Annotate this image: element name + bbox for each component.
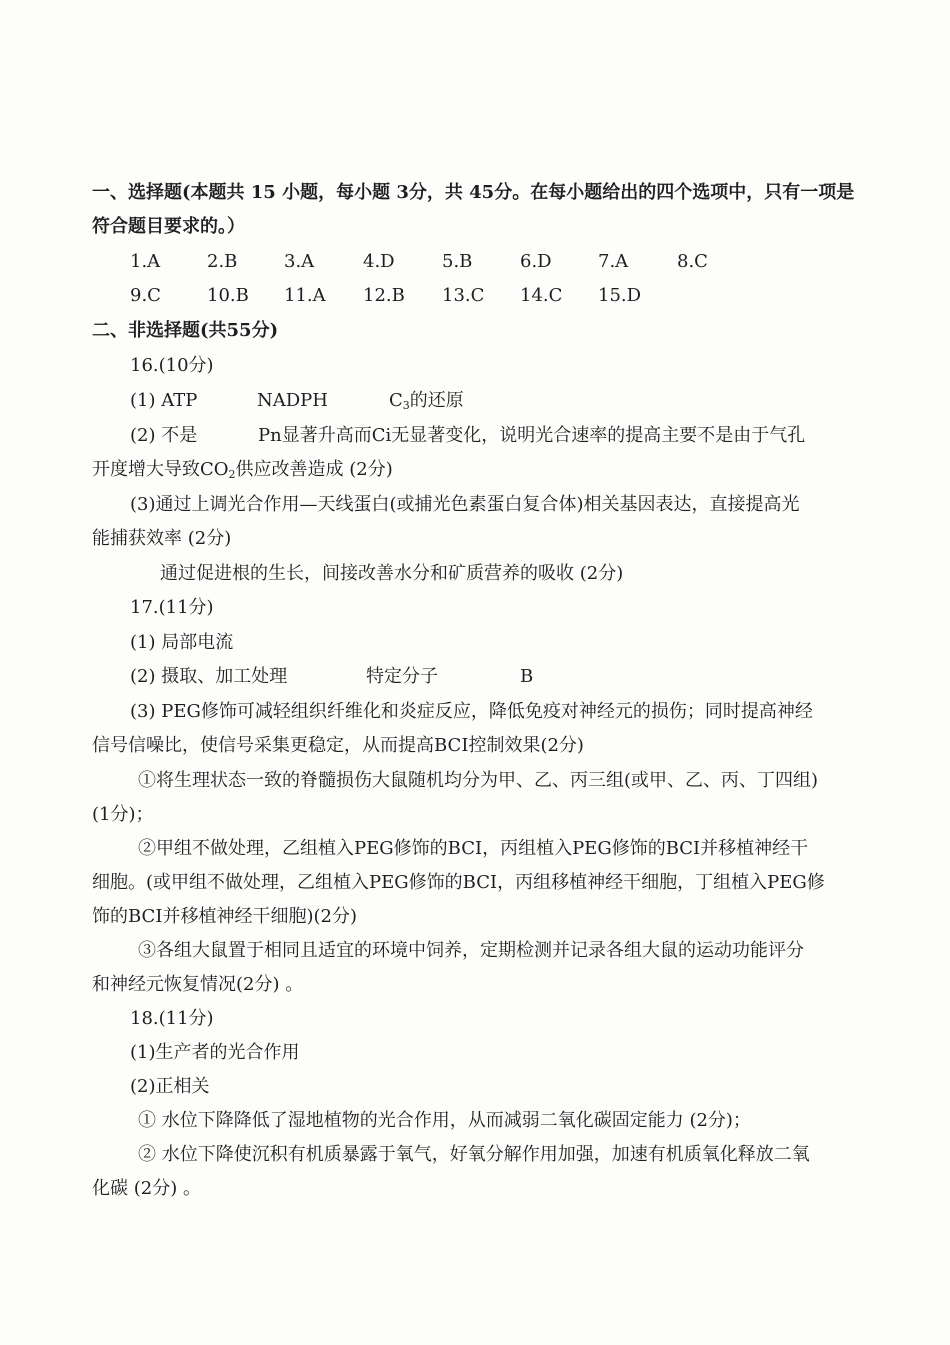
q18-cause2-line1: ② 水位下降使沉积有机质暴露于氧气，好氧分解作用加强，加速有机质氧化释放二氧 <box>138 1144 810 1165</box>
section1-title-line2: 符合题目要求的。） <box>92 216 245 237</box>
answer-item: 6.D <box>520 251 552 272</box>
q17-step1-line2: (1分)； <box>92 804 154 825</box>
q18-header: 18.(11分) <box>130 1008 214 1029</box>
q18-part2: (2)正相关 <box>130 1076 210 1097</box>
q17-step2-line2: 细胞。(或甲组不做处理，乙组植入PEG修饰的BCI，丙组移植神经干细胞，丁组植入PEG修 <box>92 872 825 893</box>
q17-part2-b: 特定分子 <box>366 666 438 687</box>
answer-item: 4.D <box>363 251 395 272</box>
answer-item: 5.B <box>442 251 473 272</box>
q17-header: 17.(11分) <box>130 597 214 618</box>
q16-part3-line3: 通过促进根的生长，间接改善水分和矿质营养的吸收 (2分) <box>160 563 624 584</box>
answer-item: 13.C <box>442 285 485 306</box>
q16-part1-b: NADPH <box>257 390 328 411</box>
q16-part2-line2: 开度增大导致$CO_2$供应改善造成 (2分) <box>92 459 393 481</box>
answer-item: 7.A <box>598 251 629 272</box>
answer-item: 1.A <box>130 251 161 272</box>
q17-part1: (1) 局部电流 <box>130 632 234 653</box>
answer-item: 8.C <box>677 251 708 272</box>
q16-part1-a: (1) ATP <box>130 390 198 411</box>
q16-part2-answer: (2) 不是 <box>130 425 198 446</box>
q17-step2-line3: 饰的BCI并移植神经干细胞)(2分) <box>92 906 357 927</box>
q16-part3-line1: (3)通过上调光合作用—天线蛋白(或捕光色素蛋白复合体)相关基因表达，直接提高光 <box>130 494 800 515</box>
q17-part3-line1: (3) PEG修饰可减轻组织纤维化和炎症反应，降低免疫对神经元的损伤；同时提高神经 <box>130 701 813 722</box>
answer-item: 11.A <box>284 285 326 306</box>
answer-item: 14.C <box>520 285 563 306</box>
answer-item: 10.B <box>207 285 249 306</box>
q16-part2-reason: Pn显著升高而Ci无显著变化，说明光合速率的提高主要不是由于气孔 <box>258 425 806 446</box>
answer-item: 9.C <box>130 285 161 306</box>
q17-part3-line2: 信号信噪比，使信号采集更稳定，从而提高BCI控制效果(2分) <box>92 735 584 756</box>
section1-title-line1: 一、选择题(本题共 15 小题，每小题 3分，共 45分。在每小题给出的四个选项中，只有一项是 <box>92 182 855 203</box>
q17-part2-a: (2) 摄取、加工处理 <box>130 666 288 687</box>
q17-step3-line2: 和神经元恢复情况(2分) 。 <box>92 974 304 995</box>
answer-item: 2.B <box>207 251 238 272</box>
q17-step3-line1: ③各组大鼠置于相同且适宜的环境中饲养，定期检测并记录各组大鼠的运动功能评分 <box>138 940 804 961</box>
section2-title: 二、非选择题(共55分) <box>92 320 279 341</box>
answer-item: 12.B <box>363 285 405 306</box>
q17-part2-c: B <box>520 666 534 687</box>
answer-item: 3.A <box>284 251 315 272</box>
q17-step2-line1: ②甲组不做处理，乙组植入PEG修饰的BCI，丙组植入PEG修饰的BCI并移植神经干 <box>138 838 809 859</box>
q18-cause1: ① 水位下降降低了湿地植物的光合作用，从而减弱二氧化碳固定能力 (2分)； <box>138 1110 751 1131</box>
answer-item: 15.D <box>598 285 642 306</box>
q18-cause2-line2: 化碳 (2分) 。 <box>92 1178 201 1199</box>
q16-part1-c: $C_3$的还原 <box>389 390 464 412</box>
q17-step1-line1: ①将生理状态一致的脊髓损伤大鼠随机均分为甲、乙、丙三组(或甲、乙、丙、丁四组) <box>138 770 819 791</box>
q18-part1: (1)生产者的光合作用 <box>130 1042 300 1063</box>
q16-header: 16.(10分) <box>130 355 214 376</box>
q16-part3-line2: 能捕获效率 (2分) <box>92 528 232 549</box>
